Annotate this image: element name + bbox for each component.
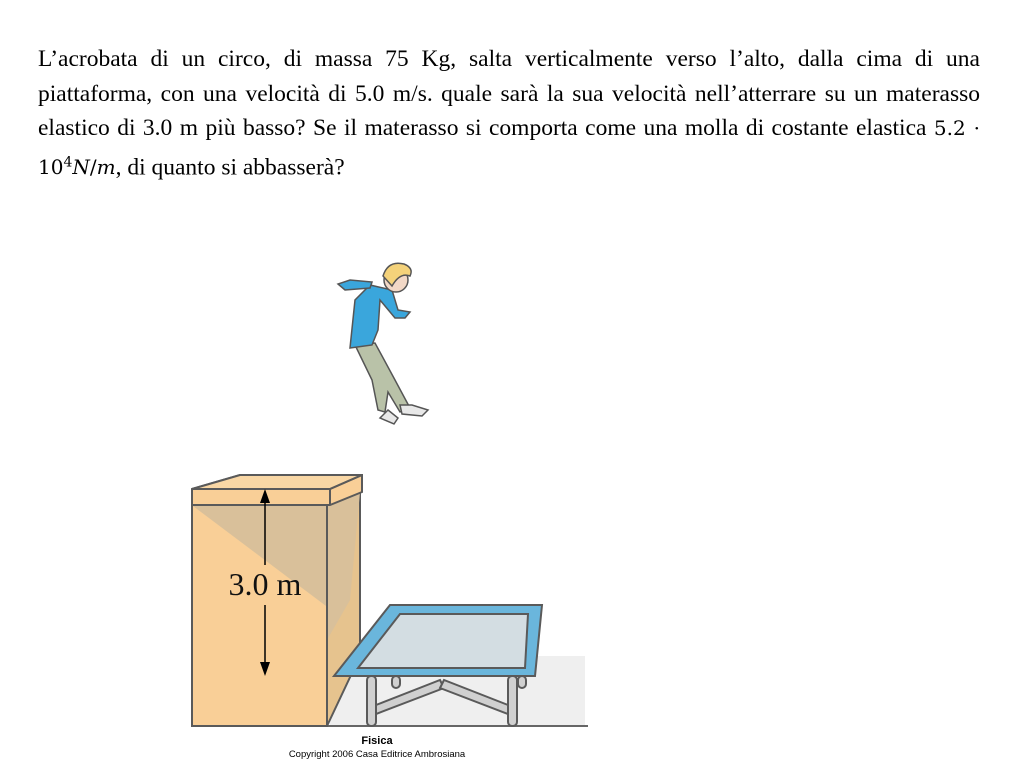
- problem-text-end: , di quanto si abbasserà?: [115, 154, 345, 181]
- formula-unit-m: m: [96, 155, 116, 180]
- formula-coefficient: 5.2 · 10: [38, 116, 980, 180]
- formula-slash: /: [89, 155, 97, 180]
- problem-text-main: L’acrobata di un circo, di massa 75 Kg, salta verticalmente verso l’alto, dalla cima di una piattaforma, con una velocità di 5.0 m/s. quale sarà la sua velocità nell’atterrare su un materasso elastico di 3.0 m più basso? Se il materasso si comporta come una molla di costante elastica: [38, 46, 980, 141]
- formula-unit-n: N: [72, 155, 90, 180]
- formula-exponent: 4: [63, 154, 73, 171]
- height-label: 3.0 m: [228, 566, 302, 602]
- caption-copyright: Copyright 2006 Casa Editrice Ambrosiana: [288, 749, 466, 760]
- acrobat: [338, 263, 428, 424]
- caption-title: Fisica: [361, 735, 393, 747]
